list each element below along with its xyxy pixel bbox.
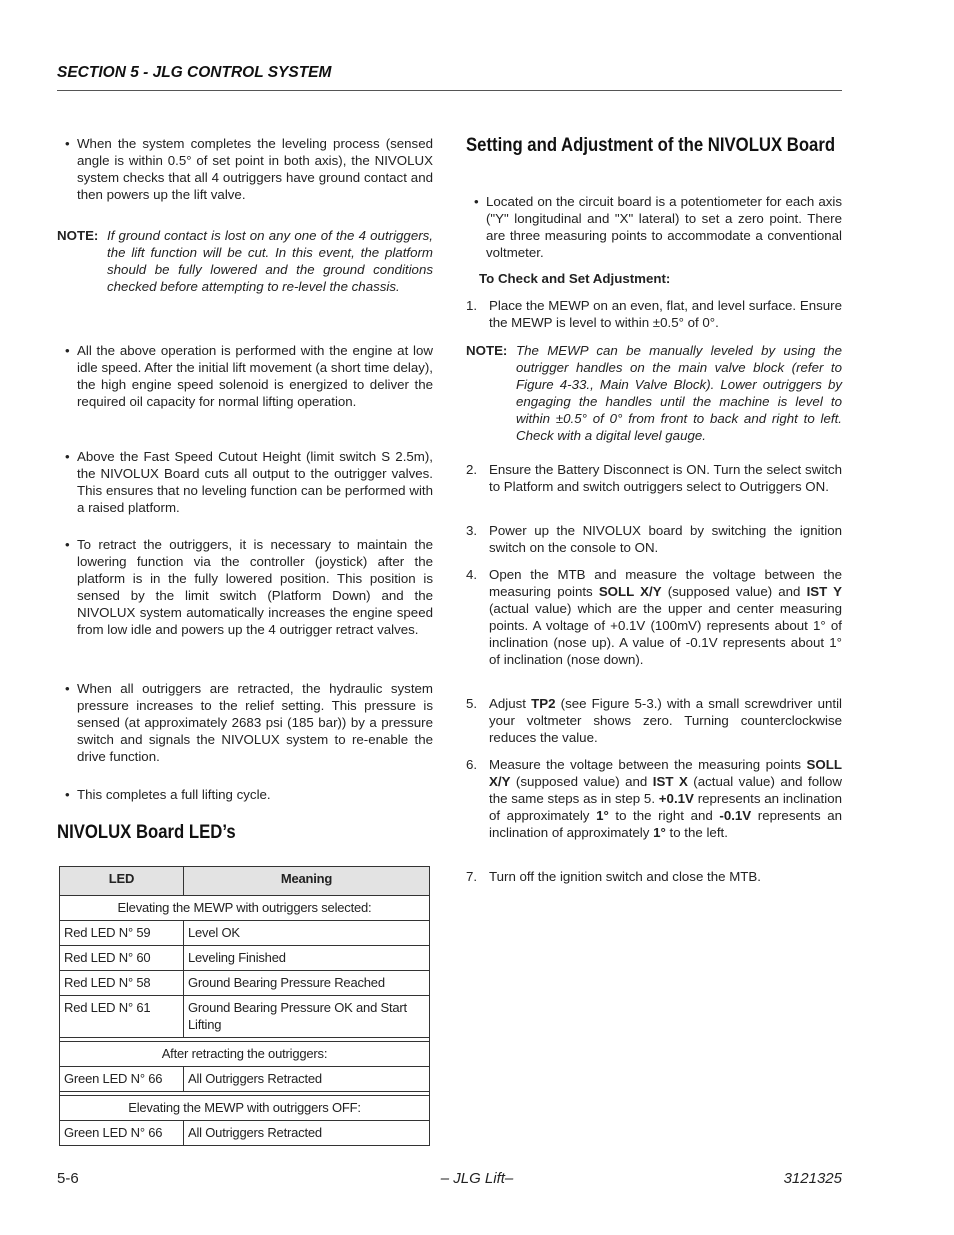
bullet-fast-speed-cutout: • Above the Fast Speed Cutout Height (limit switch S 2.5m), the NIVOLUX Board cuts all output to the outrigger valves. This ensures that no leveling function can be performed with a raised platform. xyxy=(77,448,433,516)
note-text: If ground contact is lost on any one of the 4 outriggers, the lift function will be cut. In this event, the platform should be fully lowered and the ground conditions checked before attempting to re-level the chassis. xyxy=(107,228,433,294)
step-text: Place the MEWP on an even, flat, and level surface. Ensure the MEWP is level to within ±0.5° of 0°. xyxy=(489,298,842,330)
step-text-part: represents an inclination of approximately xyxy=(489,808,842,840)
meaning-cell: All Outriggers Retracted xyxy=(184,1121,430,1146)
group-label: Elevating the MEWP with outriggers OFF: xyxy=(60,1096,430,1121)
led-cell: Red LED N° 58 xyxy=(60,971,184,996)
meaning-cell: Leveling Finished xyxy=(184,946,430,971)
step-1 xyxy=(466,297,842,331)
step-7 xyxy=(466,868,842,885)
measuring-point-ist-y: IST Y xyxy=(806,584,843,599)
angle-value: 1° xyxy=(596,808,609,823)
nivolux-adjustment-heading: Setting and Adjustment of the NIVOLUX Board xyxy=(466,135,836,156)
meaning-cell: Ground Bearing Pressure Reached xyxy=(184,971,430,996)
col-header-led: LED xyxy=(60,867,184,896)
col-header-meaning: Meaning xyxy=(184,867,430,896)
step-2 xyxy=(466,461,842,495)
footer-center-text: – JLG Lift– xyxy=(440,1170,514,1187)
document-number: 3121325 xyxy=(783,1170,842,1187)
step-number: 4. xyxy=(466,567,478,582)
table-row xyxy=(60,921,430,946)
step-text-part: (actual value) which are the upper and center measuring points. A voltage of +0.1V (100mV) represents about 1° of inclination (nose up). A value of -0.1V represents about 1° of inclination (nose down). xyxy=(489,601,842,667)
step-text-part: (supposed value) and xyxy=(510,774,653,789)
led-heading: NIVOLUX Board LED’s xyxy=(57,822,236,843)
step-text-part: (actual value) and follow the same steps as in step 5. xyxy=(489,774,842,806)
step-text: Power up the NIVOLUX board by switching the ignition switch on the console to ON. xyxy=(489,523,842,555)
step-text xyxy=(489,756,842,841)
step-text: Ensure the Battery Disconnect is ON. Turn the select switch to Platform and switch outriggers select to Outriggers ON. xyxy=(489,462,842,494)
step-5 xyxy=(466,695,842,746)
led-cell: Red LED N° 61 xyxy=(60,996,184,1038)
page-number: 5-6 xyxy=(57,1170,79,1187)
section-header: SECTION 5 - JLG CONTROL SYSTEM xyxy=(57,64,332,81)
measuring-point-soll: SOLL X/Y xyxy=(598,584,662,599)
step-text xyxy=(489,695,842,746)
step-text-part: Measure the voltage between the measuring points xyxy=(489,757,807,772)
note-text: The MEWP can be manually leveled by using the outrigger handles on the main valve block (refer to Figure 4-33., Main Valve Block). Lower outriggers by engaging the handles until the machine is level to within ±0.5° of 0° from front to back and right to left. Check with a digital level gauge. xyxy=(516,343,842,443)
bullet-relief-pressure: • When all outriggers are retracted, the hydraulic system pressure increases to the relief setting. This pressure is sensed (at approximately 2683 psi (185 bar)) by a pressure switch and signals the NIVOLUX system to re-enable the drive function. xyxy=(77,680,433,765)
meaning-cell: Level OK xyxy=(184,921,430,946)
measuring-point-ist-x: IST X xyxy=(652,774,688,789)
tp2-label: TP2 xyxy=(531,696,556,711)
step-text-part: (supposed value) and xyxy=(661,584,807,599)
table-row xyxy=(60,946,430,971)
note-label: NOTE: xyxy=(57,228,99,243)
meaning-cell: Ground Bearing Pressure OK and Start Lifting xyxy=(184,996,430,1038)
step-text-part: Open the MTB and measure the voltage between the measuring points xyxy=(489,567,842,599)
step-text-part: to the right and xyxy=(608,808,720,823)
table-row xyxy=(60,1121,430,1146)
step-text: Turn off the ignition switch and close the MTB. xyxy=(489,869,761,884)
led-cell: Red LED N° 59 xyxy=(60,921,184,946)
bullet-low-idle: • All the above operation is performed with the engine at low idle speed. After the initial lift movement (a short time delay), the high engine speed solenoid is energized to deliver the required oil capacity for normal lifting operation. xyxy=(77,342,433,410)
table-header-row xyxy=(60,867,430,896)
bullet-leveling-complete: • When the system completes the leveling process (sensed angle is within 0.5° of set point in both axis), the NIVOLUX system checks that all 4 outriggers have ground contact and then powers up the lift valve. xyxy=(77,135,433,203)
step-text xyxy=(489,566,842,668)
group-label: Elevating the MEWP with outriggers selected: xyxy=(60,896,430,921)
table-row xyxy=(60,996,430,1038)
meaning-cell: All Outriggers Retracted xyxy=(184,1067,430,1092)
step-number: 1. xyxy=(466,298,478,313)
step-text-part: represents an inclination of approximately xyxy=(489,791,842,823)
step-number: 7. xyxy=(466,869,478,884)
step-number: 2. xyxy=(466,462,478,477)
step-number: 5. xyxy=(466,696,478,711)
table-row xyxy=(60,971,430,996)
check-adjust-subheading: To Check and Set Adjustment: xyxy=(479,271,671,286)
step-6 xyxy=(466,756,842,841)
bullet-cycle-complete: • This completes a full lifting cycle. xyxy=(77,786,433,803)
table-group-row xyxy=(60,1096,430,1121)
bullet-retract-outriggers: • To retract the outriggers, it is necessary to maintain the lowering function via the controller (joystick) after the platform is in the fully lowered position. This position is sensed by the limit switch (Platform Down) and the NIVOLUX system automatically increases the engine speed from low idle and powers up the 4 outrigger retract valves. xyxy=(77,536,433,638)
table-group-row xyxy=(60,896,430,921)
header-rule xyxy=(57,90,842,91)
step-number: 6. xyxy=(466,757,478,772)
table-row xyxy=(60,1067,430,1092)
step-number: 3. xyxy=(466,523,478,538)
led-cell: Red LED N° 60 xyxy=(60,946,184,971)
note-label: NOTE: xyxy=(466,343,508,358)
voltage-minus: -0.1V xyxy=(719,808,752,823)
step-3 xyxy=(466,522,842,556)
led-cell: Green LED N° 66 xyxy=(60,1121,184,1146)
group-label: After retracting the outriggers: xyxy=(60,1042,430,1067)
voltage-plus: +0.1V xyxy=(658,791,694,806)
step-text-part: to the left. xyxy=(665,825,728,840)
angle-value: 1° xyxy=(653,825,666,840)
led-cell: Green LED N° 66 xyxy=(60,1067,184,1092)
step-text-part: (see Figure 5-3.) with a small screwdriver until your voltmeter shows zero. Turning counterclockwise reduces the value. xyxy=(489,696,842,745)
led-table xyxy=(59,866,430,1146)
step-text-part: Adjust xyxy=(489,696,532,711)
table-group-row xyxy=(60,1042,430,1067)
measuring-point-soll: SOLL X/Y xyxy=(489,757,842,789)
bullet-potentiometer: • Located on the circuit board is a potentiometer for each axis ("Y" longitudinal and "X" lateral) to set a zero point. There are three measuring points to accommodate a conventional voltmeter. xyxy=(486,193,842,261)
step-4 xyxy=(466,566,843,668)
